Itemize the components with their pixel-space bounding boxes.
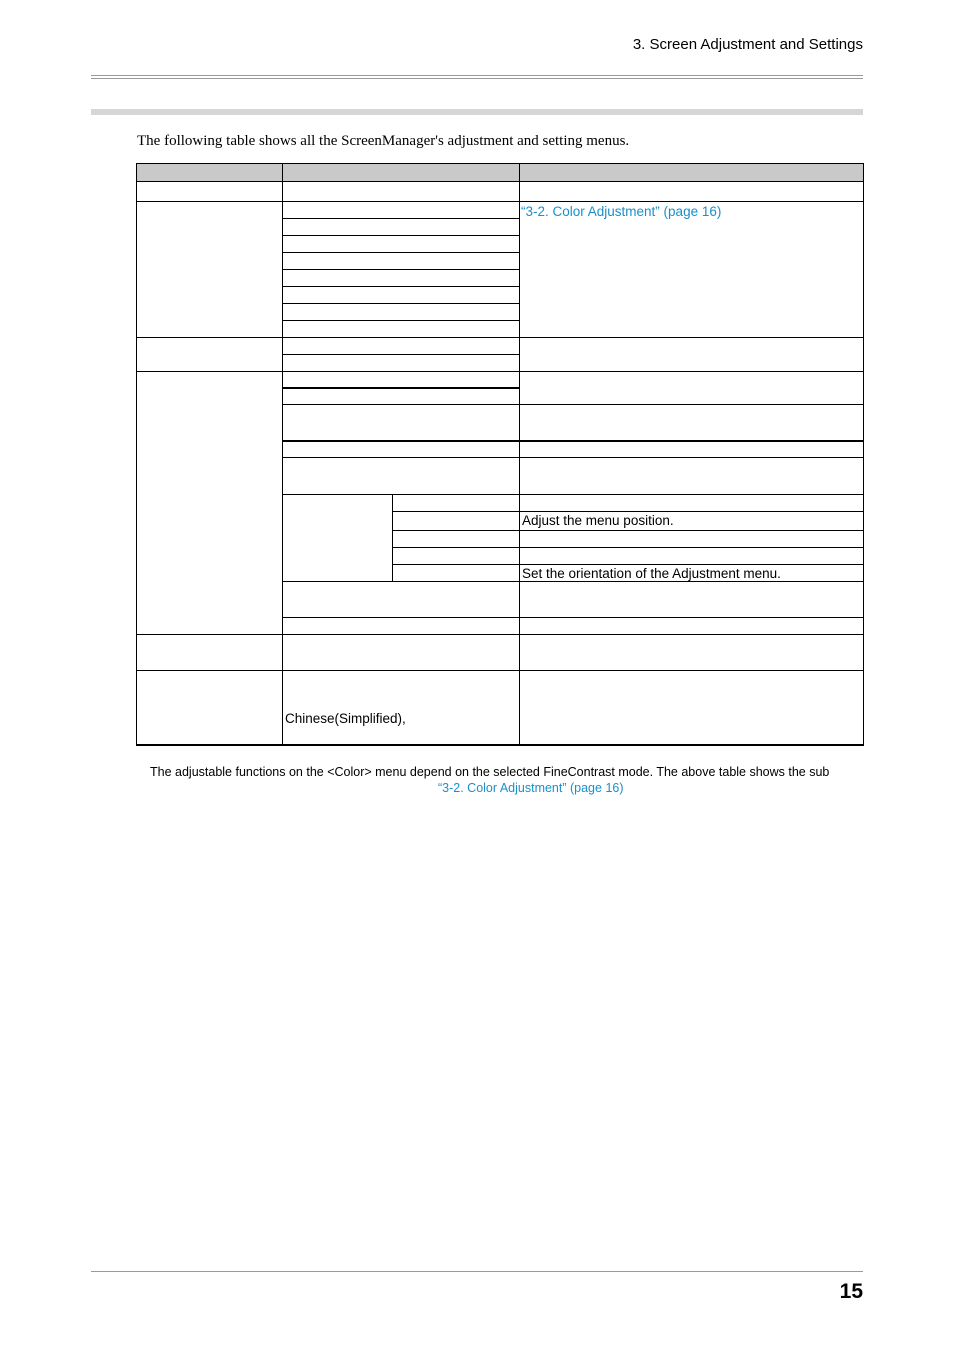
note-color-adjustment-link[interactable]: “3-2. Color Adjustment” (page 16)	[438, 781, 624, 795]
page-number: 15	[839, 1280, 863, 1303]
language-option: Chinese(Simplified),	[285, 711, 406, 726]
menu-orientation-description: Set the orientation of the Adjustment menu.	[522, 566, 781, 581]
intro-paragraph: The following table shows all the ScreenManager's adjustment and setting menus.	[137, 133, 630, 149]
table-header-row	[136, 163, 864, 181]
menu-position-description: Adjust the menu position.	[522, 513, 674, 528]
footer-rule	[91, 1271, 863, 1272]
section-title: 3. Screen Adjustment and Settings	[632, 36, 863, 53]
table-note: The adjustable functions on the <Color> menu depend on the selected FineContrast mode. The above table shows the sub	[150, 765, 830, 779]
color-adjustment-link[interactable]: “3-2. Color Adjustment” (page 16)	[521, 204, 722, 219]
